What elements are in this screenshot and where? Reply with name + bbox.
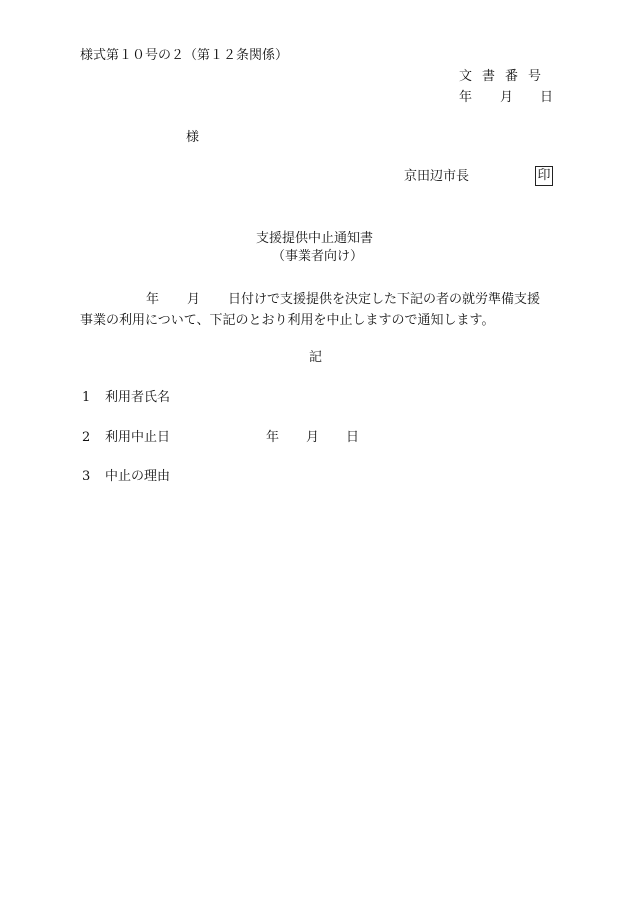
ki-heading: 記: [309, 350, 323, 365]
paragraph-month: 月: [187, 292, 201, 307]
seal-mark: 印: [535, 166, 553, 186]
stop-date-year: 年: [266, 430, 280, 445]
paragraph-year: 年: [146, 292, 160, 307]
issue-date-year: 年: [459, 90, 473, 105]
stop-date-day: 日: [346, 430, 360, 445]
notice-paragraph: [80, 289, 552, 331]
issue-date-month: 月: [500, 90, 514, 105]
item-number: 2: [82, 430, 91, 445]
paragraph-line-1-text: 日付けで支援提供を決定した下記の者の就労準備支援: [228, 292, 541, 307]
item-number: 1: [82, 390, 91, 405]
issue-date-day: 日: [540, 90, 554, 105]
item-label: 中止の理由: [105, 469, 171, 484]
item-label: 利用者氏名: [105, 390, 171, 405]
paragraph-line-2: 事業の利用について、下記のとおり利用を中止しますので通知します。: [80, 313, 495, 328]
item-label: 利用中止日: [105, 430, 171, 445]
document-title: 支援提供中止通知書: [256, 231, 374, 246]
form-number: 様式第１０号の２（第１２条関係）: [80, 48, 289, 63]
document-number-label: 文書番号: [459, 69, 552, 84]
document-subtitle: （事業者向け）: [272, 249, 364, 264]
issuer-name: 京田辺市長: [404, 169, 470, 184]
stop-date-month: 月: [306, 430, 320, 445]
item-number: 3: [82, 469, 91, 484]
paragraph-line-1: [80, 289, 552, 310]
recipient-honorific: 様: [186, 130, 200, 145]
